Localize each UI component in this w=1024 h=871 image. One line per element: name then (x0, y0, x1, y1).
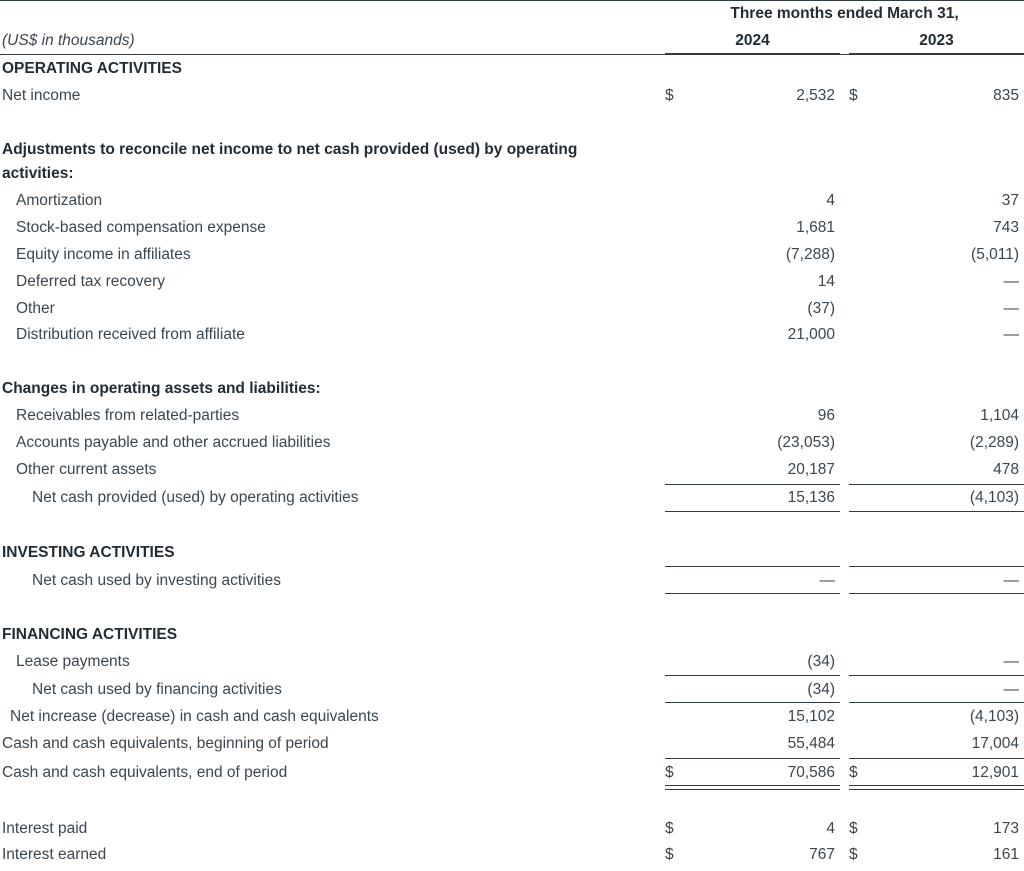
value-2024: — (819, 572, 835, 589)
value-2024: (23,053) (777, 434, 835, 451)
value-2023: — (1003, 273, 1019, 290)
statement-row (0, 703, 1024, 730)
row-label: Interest earned (2, 846, 107, 863)
value-2023: 835 (993, 87, 1019, 104)
row-label: Changes in operating assets and liabilities: (2, 380, 321, 397)
value-2024: 20,187 (787, 461, 835, 478)
value-2023: 17,004 (971, 735, 1019, 752)
row-label: FINANCING ACTIVITIES (2, 626, 178, 643)
row-label: Net increase (decrease) in cash and cash equivalents (10, 708, 379, 725)
row-label: Other current assets (16, 461, 157, 478)
value-2024: 4 (826, 192, 835, 209)
currency-symbol-2023: $ (849, 846, 858, 863)
value-2024: 4 (826, 820, 835, 837)
currency-symbol-2024: $ (665, 846, 674, 863)
currency-symbol-2024: $ (665, 820, 674, 837)
currency-symbol-2023: $ (849, 764, 858, 781)
value-2023: 478 (993, 461, 1019, 478)
row-label: Cash and cash equivalents, beginning of period (2, 735, 329, 752)
value-2023: — (1003, 653, 1019, 670)
statement-row (0, 815, 1024, 842)
statement-row (0, 841, 1024, 868)
currency-symbol-2023: $ (849, 820, 858, 837)
row-label: Other (16, 300, 55, 317)
statement-row (0, 241, 1024, 268)
value-2023: 1,104 (980, 407, 1019, 424)
value-2023: 161 (993, 846, 1019, 863)
statement-row (0, 730, 1024, 757)
statement-row (0, 676, 1024, 703)
row-label: Net cash used by financing activities (32, 681, 282, 698)
row-label: Deferred tax recovery (16, 273, 166, 290)
statement-row (0, 82, 1024, 109)
row-label: Equity income in affiliates (16, 246, 191, 263)
value-2024: (7,288) (785, 246, 835, 263)
value-2024: 21,000 (787, 326, 835, 343)
row-label: Receivables from related-parties (16, 407, 240, 424)
row-label: Interest paid (2, 820, 88, 837)
statement-row (0, 539, 1024, 566)
statement-row (0, 567, 1024, 594)
statement-row (0, 456, 1024, 483)
value-2024: (37) (807, 300, 835, 317)
statement-row (0, 759, 1024, 786)
row-label: Net income (2, 87, 81, 104)
value-2024: (34) (807, 681, 835, 698)
statement-row (0, 648, 1024, 675)
header-rule-2024 (665, 53, 840, 54)
value-2023: (4,103) (969, 708, 1019, 725)
value-2024: 70,586 (787, 764, 835, 781)
value-2024: 2,532 (796, 87, 835, 104)
statement-row (0, 402, 1024, 429)
units-label: (US$ in thousands) (2, 32, 135, 49)
currency-symbol-2024: $ (665, 87, 674, 104)
header-rule-2023 (849, 53, 1024, 54)
year-2023-header: 2023 (919, 32, 954, 49)
value-2023: 37 (1001, 192, 1019, 209)
row-label: Distribution received from affiliate (16, 326, 245, 343)
value-2023: (2,289) (969, 434, 1019, 451)
row-label: Cash and cash equivalents, end of period (2, 764, 288, 781)
row-label: Lease payments (16, 653, 130, 670)
value-2023: — (1003, 681, 1019, 698)
value-2023: 743 (993, 219, 1019, 236)
value-2023: (4,103) (969, 489, 1019, 506)
value-2024: 96 (817, 407, 835, 424)
value-2024: (34) (807, 653, 835, 670)
year-2024-header: 2024 (735, 32, 770, 49)
currency-symbol-2024: $ (665, 764, 674, 781)
row-label: Accounts payable and other accrued liabilities (16, 434, 331, 451)
statement-row (0, 136, 1024, 163)
row-label: Net cash provided (used) by operating activities (32, 489, 359, 506)
value-2023: 173 (993, 820, 1019, 837)
value-2024: 1,681 (796, 219, 835, 236)
period-title: Three months ended March 31, (730, 5, 959, 22)
statement-row (0, 321, 1024, 348)
statement-row (0, 214, 1024, 241)
value-2024: 14 (817, 273, 835, 290)
value-2024: 15,102 (787, 708, 835, 725)
statement-row (0, 55, 1024, 82)
total-rule-2024 (665, 511, 840, 512)
statement-row (0, 295, 1024, 322)
value-2024: 767 (809, 846, 835, 863)
value-2024: 15,136 (787, 489, 835, 506)
statement-row (0, 187, 1024, 214)
row-label: activities: (2, 165, 74, 182)
total-rule-2023 (849, 511, 1024, 512)
value-2024: 55,484 (787, 735, 835, 752)
statement-row (0, 621, 1024, 648)
row-label: Adjustments to reconcile net income to net cash provided (used) by operating (2, 141, 578, 158)
statement-row (0, 429, 1024, 456)
row-label: Amortization (16, 192, 103, 209)
statement-row (0, 375, 1024, 402)
statement-row (0, 484, 1024, 511)
statement-row (0, 160, 1024, 187)
row-label: Net cash used by investing activities (32, 572, 281, 589)
value-2023: — (1003, 572, 1019, 589)
row-label: OPERATING ACTIVITIES (2, 60, 182, 77)
value-2023: (5,011) (971, 246, 1019, 263)
statement-row (0, 268, 1024, 295)
row-label: INVESTING ACTIVITIES (2, 544, 175, 561)
row-label: Stock-based compensation expense (16, 219, 266, 236)
currency-symbol-2023: $ (849, 87, 858, 104)
value-2023: 12,901 (971, 764, 1019, 781)
value-2023: — (1003, 326, 1019, 343)
value-2023: — (1003, 300, 1019, 317)
